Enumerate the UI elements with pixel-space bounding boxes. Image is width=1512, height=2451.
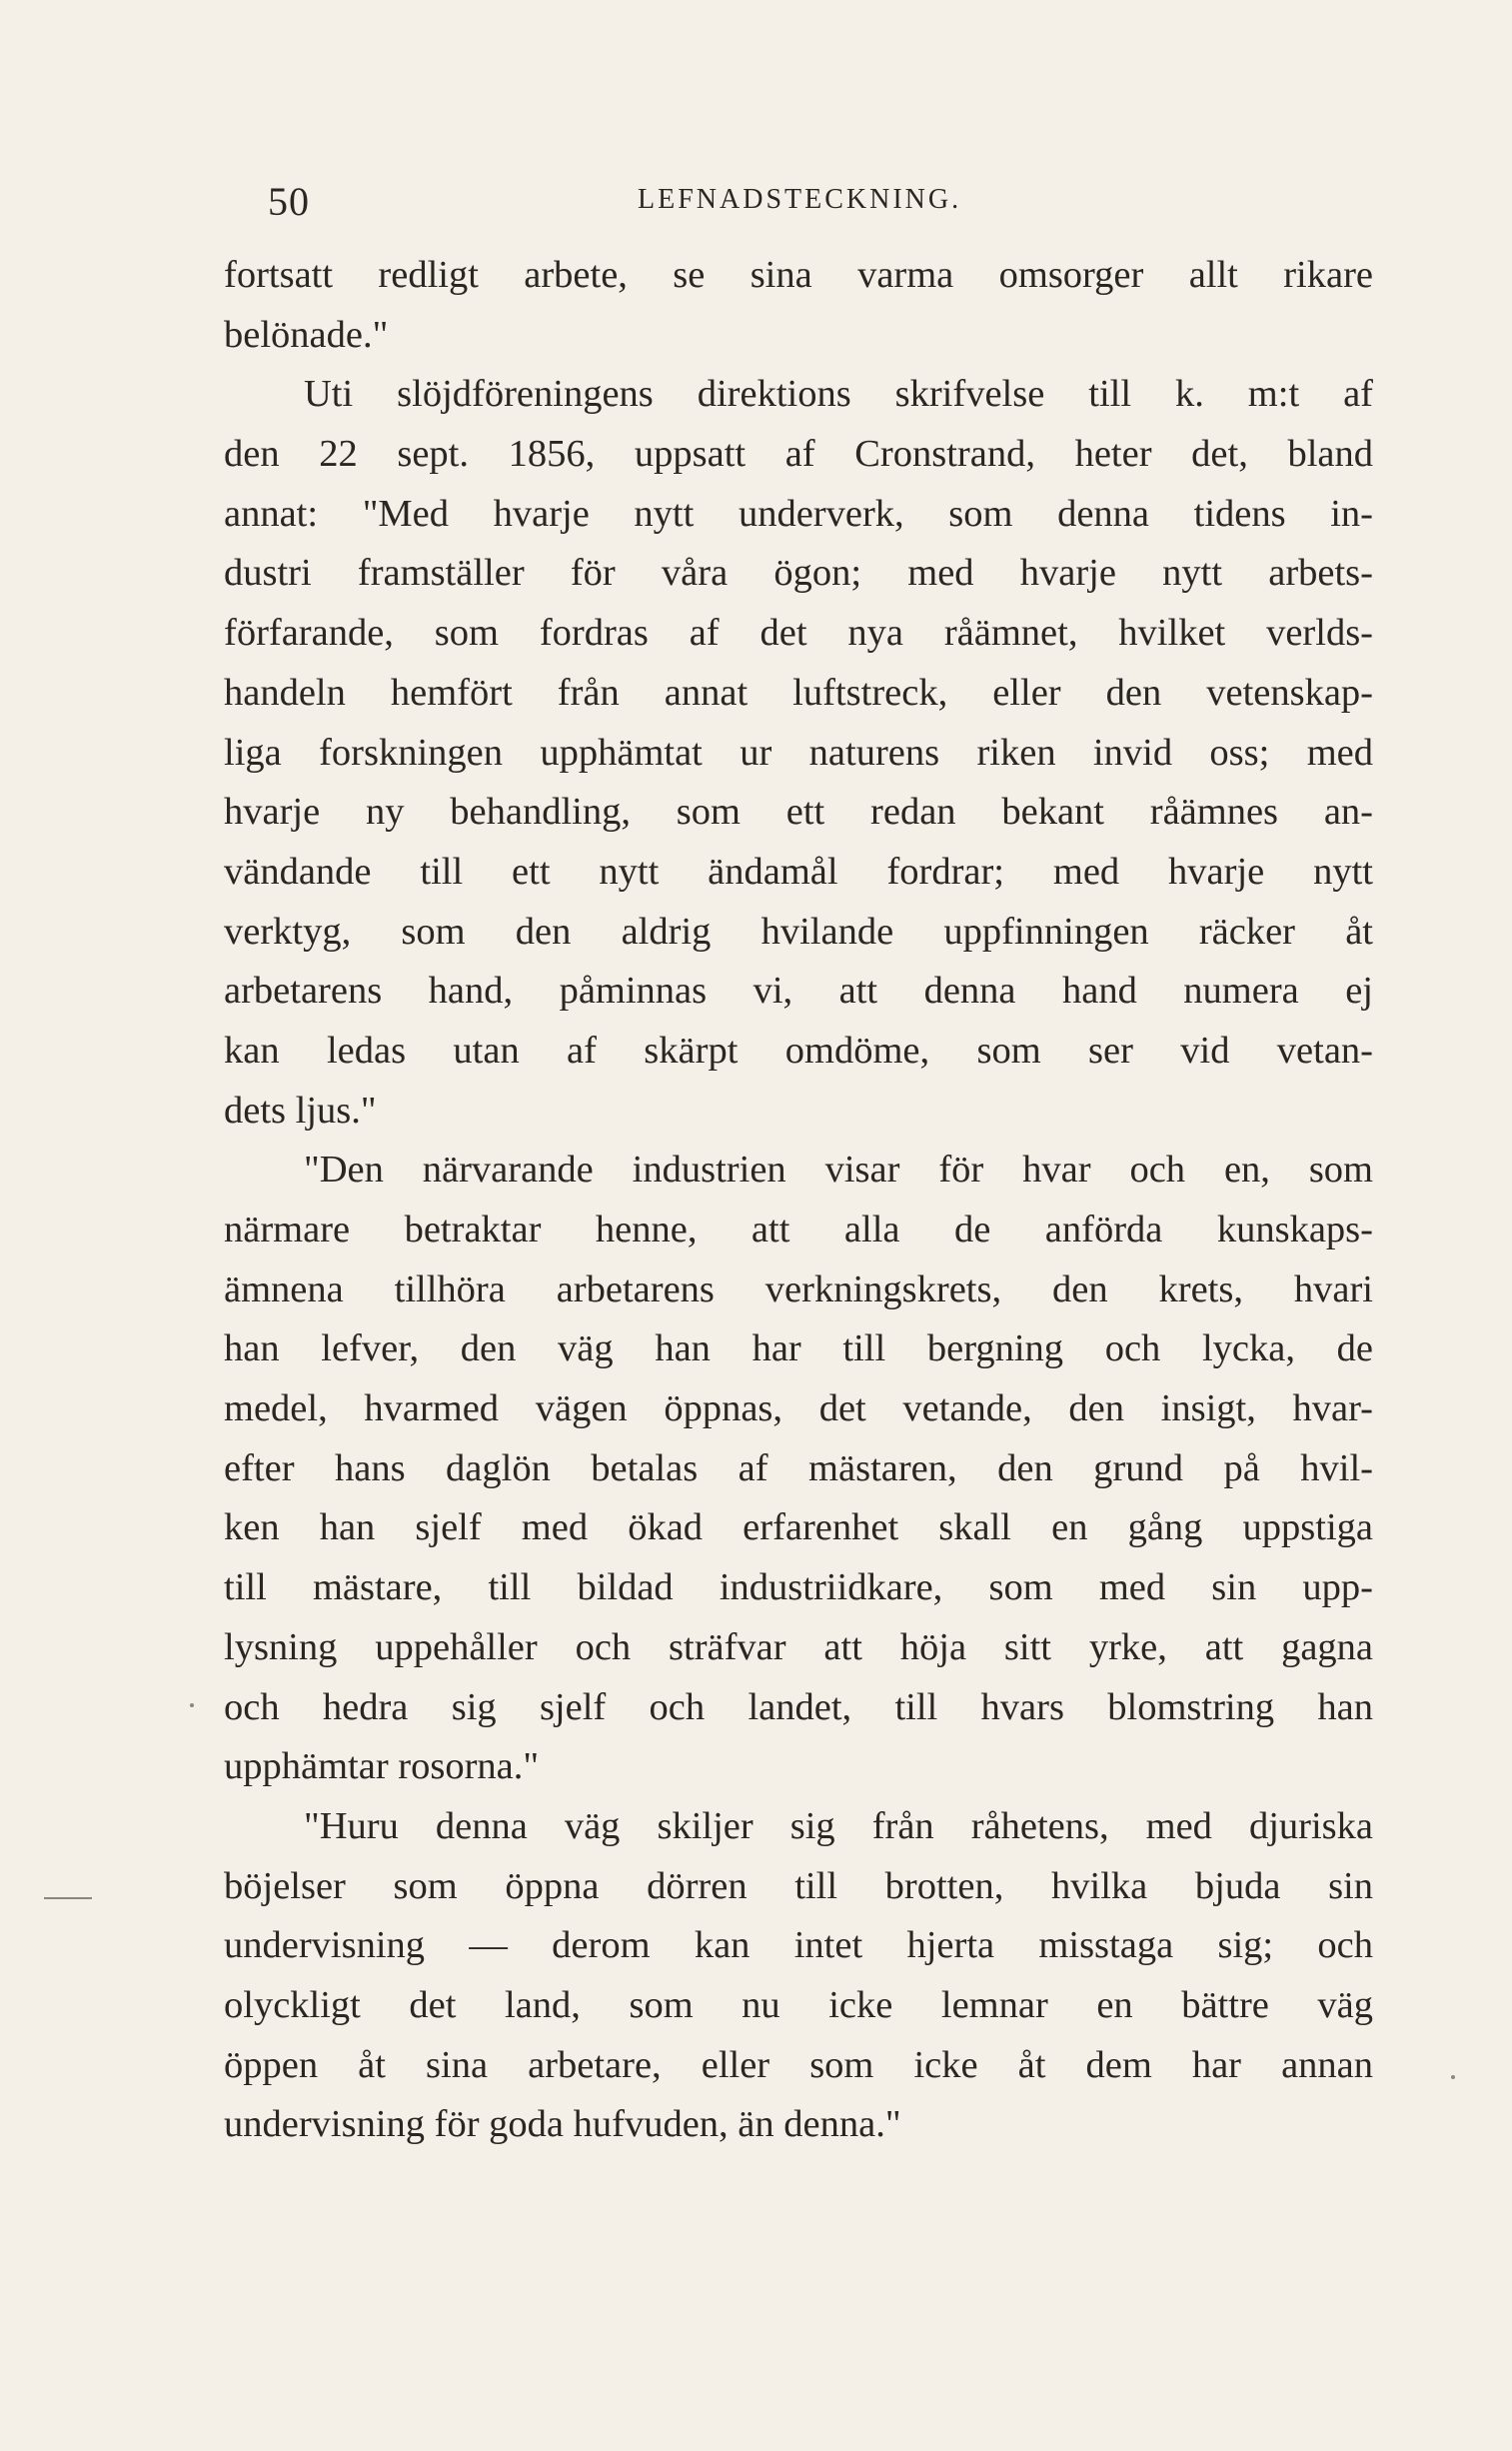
text-line: öppen åt sina arbetare, eller som icke åt dem har annan (224, 2043, 1373, 2086)
text-line: den 22 sept. 1856, uppsatt af Cronstrand, heter det, bland (224, 433, 1373, 476)
text-line: medel, hvarmed vägen öppnas, det vetande, den insigt, hvar- (224, 1387, 1373, 1430)
text-line: till mästare, till bildad industriidkare, som med sin upp- (224, 1566, 1373, 1609)
text-line: handeln hemfört från annat luftstreck, eller den vetenskap- (224, 671, 1373, 714)
text-line: ken han sjelf med ökad erfarenhet skall en gång uppstiga (224, 1506, 1373, 1549)
text-line: närmare betraktar henne, att alla de anförda kunskaps- (224, 1209, 1373, 1250)
text-line: "Huru denna väg skiljer sig från råhetens, med djuriska (304, 1804, 1373, 1847)
text-line: dets ljus." (224, 1089, 377, 1132)
text-line: undervisning — derom kan intet hjerta misstaga sig; och (224, 1924, 1373, 1967)
text-line: hvarje ny behandling, som ett redan bekant råämnes an- (224, 791, 1373, 834)
text-line: arbetarens hand, påminnas vi, att denna hand numera ej (224, 970, 1373, 1013)
running-head: LEFNADSTECKNING. (638, 184, 962, 215)
text-line: dustri framställer för våra ögon; med hvarje nytt arbets- (224, 552, 1373, 595)
text-line: olyckligt det land, som nu icke lemnar en bättre väg (224, 1983, 1373, 2026)
text-line: böjelser som öppna dörren till brotten, hvilka bjuda sin (224, 1864, 1373, 1907)
page-number: 50 (268, 179, 310, 224)
text-line: upphämtar rosorna." (224, 1745, 540, 1788)
text-line: undervisning för goda hufvuden, än denna." (224, 2103, 901, 2146)
text-line: liga forskningen upphämtat ur naturens riken invid oss; med (224, 731, 1373, 774)
text-line: och hedra sig sjelf och landet, till hvars blomstring han (224, 1685, 1373, 1728)
text-line: "Den närvarande industrien visar för hvar och en, som (304, 1149, 1373, 1192)
text-line: Uti slöjdföreningens direktions skrifvelse till k. m:t af (304, 373, 1373, 416)
text-line: vändande till ett nytt ändamål fordrar; med hvarje nytt (224, 850, 1373, 893)
text-line: ämnena tillhöra arbetarens verkningskrets, den krets, hvari (224, 1267, 1373, 1310)
text-line: lysning uppehåller och sträfvar att höja sitt yrke, att gagna (224, 1625, 1373, 1668)
text-line: belönade." (224, 313, 389, 356)
margin-dash-left (44, 1897, 92, 1899)
text-line: efter hans daglön betalas af mästaren, den grund på hvil- (224, 1446, 1373, 1489)
text-line: han lefver, den väg han har till bergning och lycka, de (224, 1327, 1373, 1370)
margin-dot-right (1451, 2075, 1455, 2079)
body-text (224, 246, 1373, 2155)
text-line: fortsatt redligt arbete, se sina varma omsorger allt rikare (224, 254, 1373, 296)
page-header (268, 178, 1367, 228)
margin-dot-left (190, 1703, 194, 1707)
text-line: verktyg, som den aldrig hvilande uppfinningen räcker åt (224, 910, 1373, 953)
text-line: förfarande, som fordras af det nya råämnet, hvilket verlds- (224, 612, 1373, 655)
text-line: annat: "Med hvarje nytt underverk, som denna tidens in- (224, 492, 1373, 535)
text-line: kan ledas utan af skärpt omdöme, som ser vid vetan- (224, 1029, 1373, 1072)
